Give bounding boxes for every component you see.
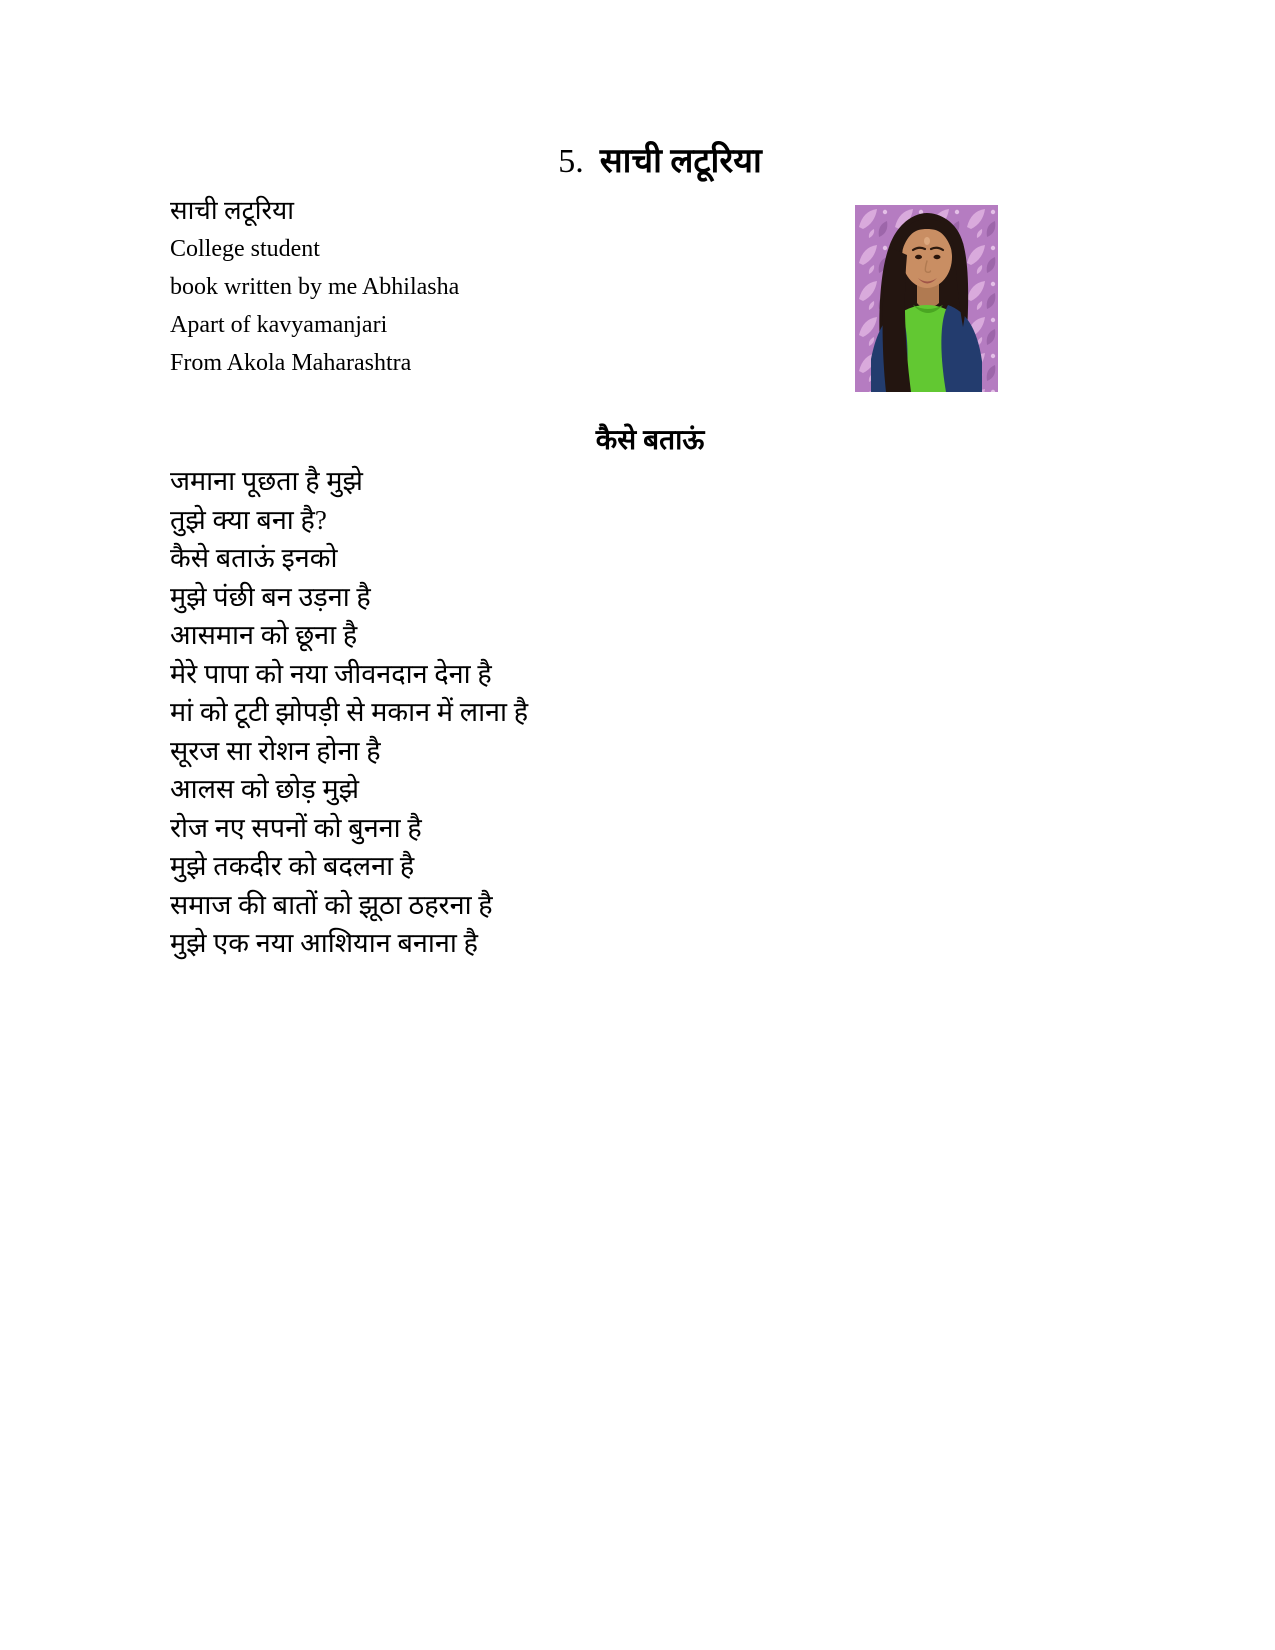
bio-line-author-name: साची लटूरिया — [170, 196, 294, 225]
poem-line-6: मेरे पापा को नया जीवनदान देना है — [170, 658, 492, 689]
photo-left-eye — [915, 255, 922, 259]
poem-line-9: आलस को छोड़ मुझे — [170, 774, 360, 804]
author-photo-illustration — [855, 205, 998, 392]
author-bio — [170, 192, 459, 382]
bio-line-series: Apart of kavyamanjari — [170, 312, 388, 338]
poem-line-1: जमाना पूछता है मुझे — [170, 466, 363, 496]
poem-body — [170, 462, 528, 963]
poem-line-7: मां को टूटी झोपड़ी से मकान में लाना है — [170, 697, 529, 727]
poem-title: कैसे बताऊं — [595, 425, 705, 456]
poem-line-5: आसमान को छूना है — [170, 620, 358, 650]
poem-line-8: सूरज सा रोशन होना है — [170, 735, 381, 766]
chapter-title: साची लटूरिया — [599, 143, 762, 180]
poem-line-3: कैसे बताऊं इनको — [170, 543, 338, 573]
bio-line-book: book written by me Abhilasha — [170, 274, 460, 300]
bio-line-location: From Akola Maharashtra — [170, 350, 412, 376]
poem-line-11: मुझे तकदीर को बदलना है — [170, 851, 415, 881]
poem-line-13: मुझे एक नया आशियान बनाना है — [170, 928, 478, 958]
poem-line-10: रोज नए सपनों को बुनना है — [170, 812, 422, 843]
poem-line-2: तुझे क्या बना है? — [170, 504, 327, 535]
poem-line-4: मुझे पंछी बन उड़ना है — [170, 581, 371, 612]
chapter-heading — [558, 140, 762, 184]
chapter-number: 5. — [558, 143, 584, 180]
photo-right-eye — [934, 255, 941, 259]
poem-line-12: समाज की बातों को झूठा ठहरना है — [170, 889, 493, 920]
author-photo — [855, 205, 998, 392]
photo-forehead-highlight — [924, 237, 930, 245]
bio-line-occupation: College student — [170, 236, 320, 262]
